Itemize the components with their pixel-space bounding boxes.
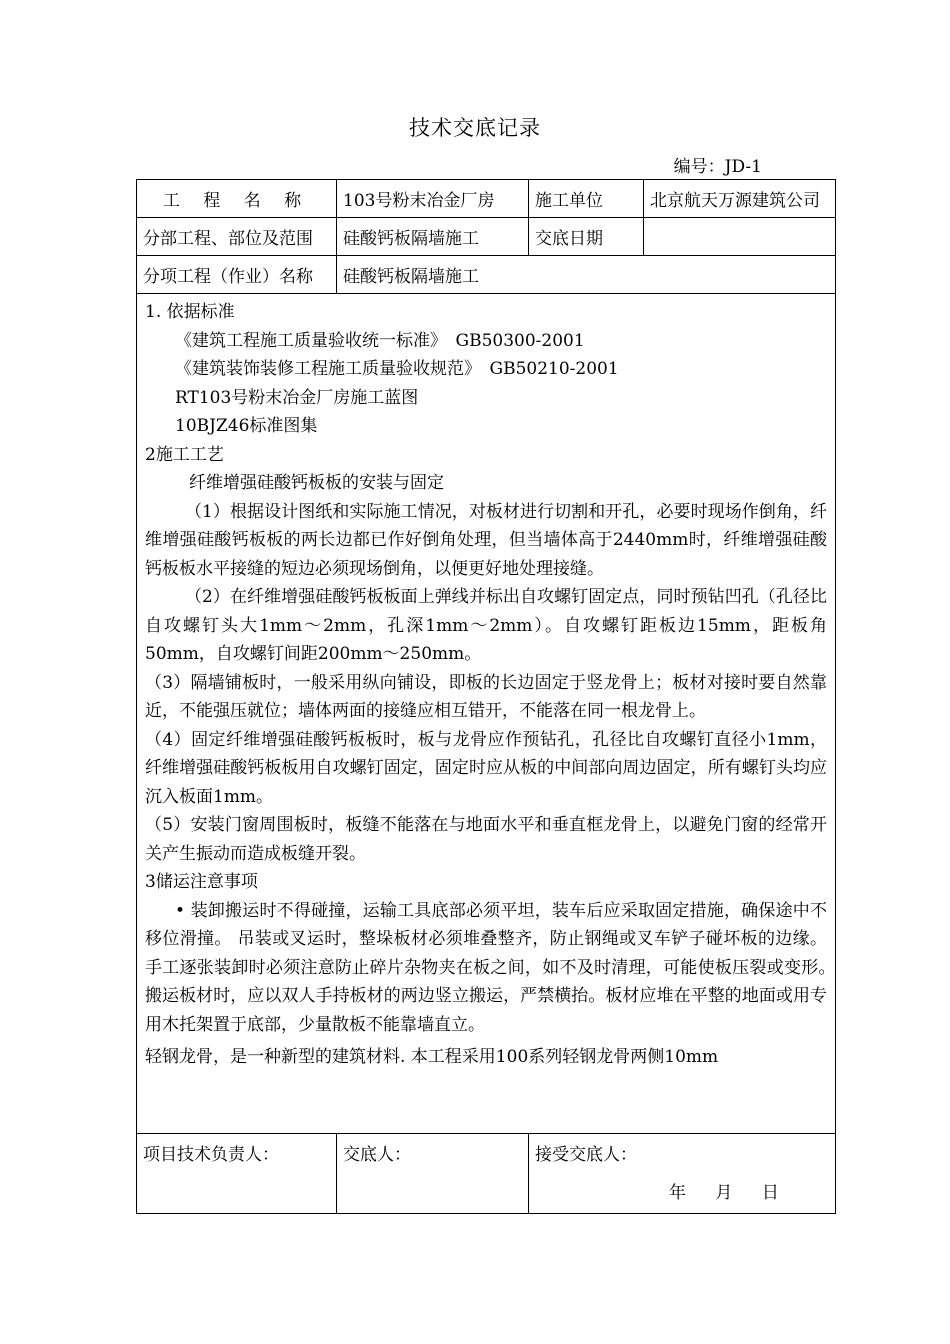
row-project-name	[137, 180, 836, 218]
document-number: 编号：JD-1	[673, 157, 762, 177]
receiver-signature-cell	[529, 1134, 836, 1214]
standard-item: 10BJZ46标准图集	[175, 416, 318, 436]
standard-item: RT103号粉末冶金厂房施工蓝图	[175, 387, 419, 408]
page-title: 技术交底记录	[409, 116, 541, 140]
handover-date-label: 交底日期	[529, 218, 644, 256]
receiver-label: 接受交底人：	[535, 1145, 637, 1165]
division-value: 硅酸钙板隔墙施工	[337, 218, 529, 256]
content-cell	[137, 294, 861, 1134]
section-2-subtitle: 纤维增强硅酸钙板板的安装与固定	[189, 473, 444, 493]
project-name-label: 工 程 名 称	[137, 180, 337, 218]
date-day: 日	[761, 1183, 779, 1203]
process-paragraph-4: （4）固定纤维增强硅酸钙板板时，板与龙骨应作预钻孔，孔径比自攻螺钉直径小1mm，纤维增强硅酸钙板板用自攻螺钉固定，固定时应从板的中间部向周边固定，所有螺钉头均应沉入板面1mm。	[145, 729, 827, 807]
handover-record-table	[136, 179, 861, 1214]
standard-item: 《建筑工程施工质量验收统一标准》 GB50300-2001	[175, 330, 585, 351]
date-month: 月	[715, 1183, 733, 1203]
storage-paragraph-2: 轻钢龙骨，是一种新型的建筑材料. 本工程采用100系列轻钢龙骨两侧10mm	[145, 1047, 719, 1067]
tech-lead-label: 项目技术负责人：	[143, 1145, 279, 1165]
process-paragraph-2: （2）在纤维增强硅酸钙板板面上弹线并标出自攻螺钉固定点，同时预钻凹孔（孔径比自攻螺钉头大1mm～2mm，孔深1mm～2mm）。自攻螺钉距板边15mm，距板角50mm，自攻螺钉间距200mm～250mm。	[145, 587, 827, 664]
section-2-title: 2施工工艺	[145, 444, 224, 465]
row-signatures	[137, 1134, 836, 1214]
storage-paragraph-1: • 装卸搬运时不得碰撞，运输工具底部必须平坦，装车后应采取固定措施，确保途中不移位滑撞。 吊装或叉运时，整垛板材必须堆叠整齐，防止钢绳或叉车铲子碰坏板的边缘。手工逐张装卸时必须注意防止碎片杂物夹在板之间，如不及时清理，可能使板压裂或变形。 搬运板材时，应以双人手持板材的两边竖立搬运，严禁横抬。板材应堆在平整的地面或用专用木托架置于底部，少量散板不能靠墙直立。	[145, 900, 861, 1035]
section-3-title: 3储运注意事项	[145, 872, 258, 892]
construction-unit-label: 施工单位	[529, 180, 644, 218]
date-year: 年	[669, 1183, 686, 1203]
process-paragraph-5: （5）安装门窗周围板时，板缝不能落在与地面水平和垂直框龙骨上，以避免门窗的经常开关产生振动而造成板缝开裂。	[145, 815, 827, 864]
process-paragraph-3: （3）隔墙铺板时，一般采用纵向铺设，即板的长边固定于竖龙骨上；板材对接时要自然靠近，不能强压就位；墙体两面的接缝应相互错开，不能落在同一根龙骨上。	[145, 672, 827, 721]
standard-item: 《建筑装饰装修工程施工质量验收规范》 GB50210-2001	[175, 359, 619, 379]
row-sub-item	[137, 256, 836, 294]
sub-item-value: 硅酸钙板隔墙施工	[337, 256, 836, 294]
row-content	[137, 294, 836, 1134]
handover-person-signature-cell	[337, 1134, 529, 1214]
tech-lead-signature-cell	[137, 1134, 337, 1214]
section-1-title: 1. 依据标准	[145, 302, 235, 322]
division-label: 分部工程、部位及范围	[137, 218, 337, 256]
row-division	[137, 218, 836, 256]
construction-unit-value: 北京航天万源建筑公司	[644, 180, 836, 218]
handover-person-label: 交底人：	[343, 1145, 411, 1165]
project-name-value: 103号粉末冶金厂房	[337, 180, 529, 218]
handover-date-value	[644, 218, 836, 256]
signature-date	[669, 1178, 803, 1203]
sub-item-label: 分项工程（作业）名称	[137, 256, 337, 294]
process-paragraph-1: （1）根据设计图纸和实际施工情况，对板材进行切割和开孔，必要时现场作倒角，纤维增强硅酸钙板板的两长边都已作好倒角处理，但当墙体高于2440mm时，纤维增强硅酸钙板板水平接缝的短边必须现场倒角，以便更好地处理接缝。	[145, 501, 827, 579]
